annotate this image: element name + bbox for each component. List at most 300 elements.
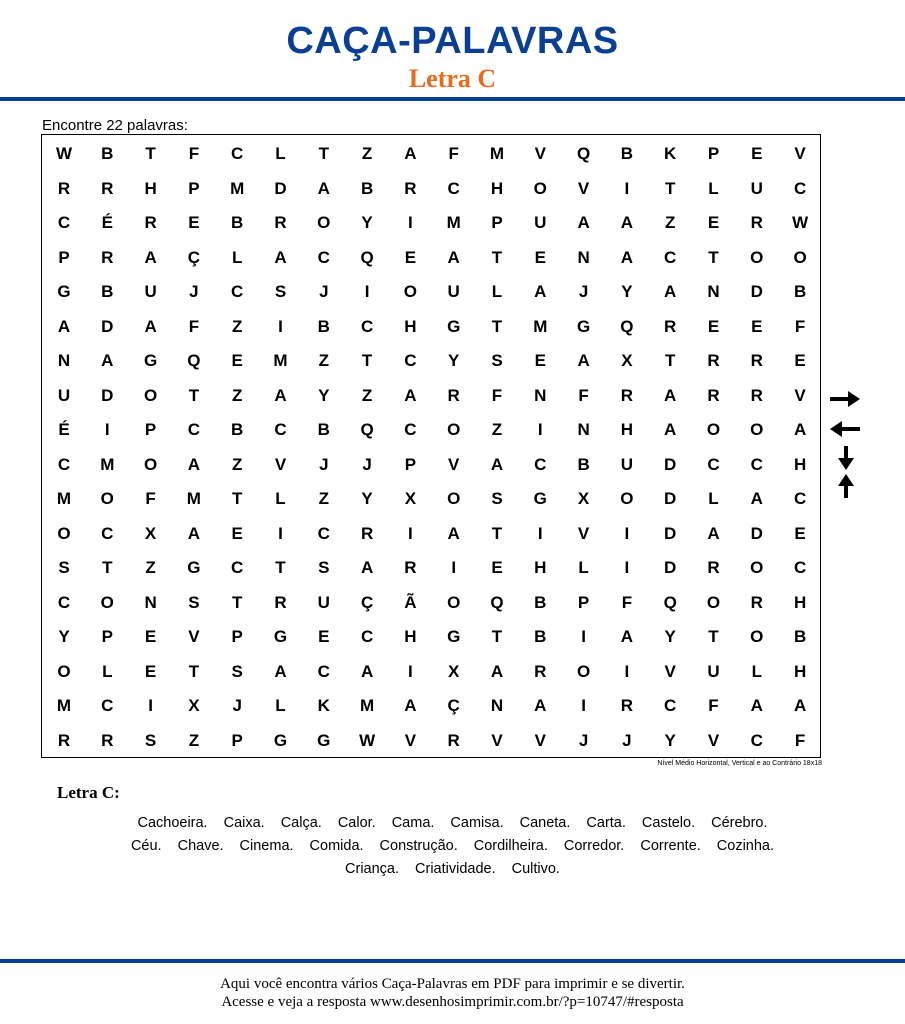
grid-cell: R [404,558,417,577]
grid-cell: N [577,247,590,267]
grid-cell: C [404,420,417,439]
word-list [40,812,865,881]
grid-cell: V [534,144,546,163]
word-list-line [40,835,865,858]
grid-cell: A [144,316,157,336]
word-item: Cinema. [239,838,294,854]
grid-cell: R [360,523,374,543]
grid-cell: M [489,144,505,163]
grid-cell: É [101,213,113,232]
grid-cell: V [448,454,460,474]
grid-cell: L [751,661,762,681]
grid-cell: U [447,282,460,301]
grid-cell: B [793,282,807,301]
grid-cell: S [58,558,70,577]
grid-cell: U [317,592,330,612]
grid-cell: X [404,489,417,508]
grid-cell: C [664,247,677,267]
grid-cell: M [273,351,288,370]
grid-cell: C [57,592,71,612]
grid-cell: F [491,385,503,405]
grid-cell: T [491,523,503,543]
direction-legend [826,388,866,503]
grid-cell: T [708,247,719,267]
grid-cell: O [57,661,71,681]
grid-cell: I [278,523,283,543]
grid-cell: C [317,523,330,543]
grid-cell: Y [621,282,633,301]
grid-cell: N [490,696,504,715]
grid-cell: A [490,454,504,474]
grid-cell: Z [231,316,243,336]
grid-cell: Y [448,351,460,370]
grid-cell: Q [187,351,201,370]
grid-cell: R [101,730,114,750]
word-item: Céu. [130,838,162,854]
grid-cell: Q [360,247,374,267]
bottom-divider [0,959,905,963]
grid-cell: B [231,213,244,232]
grid-cell: Y [361,213,373,232]
grid-cell: I [451,558,457,577]
grid-cell: E [751,144,763,163]
arrow-down-icon [838,446,854,470]
grid-cell: T [102,558,113,577]
grid-cell: A [360,558,374,577]
grid-cell: E [794,523,806,543]
grid-cell: X [621,351,633,370]
grid-cell: C [231,558,244,577]
grid-cell: V [188,627,200,646]
word-search-grid [41,134,821,758]
grid-cell: T [491,627,503,646]
grid-cell: V [577,178,590,198]
grid-cell: A [57,316,71,336]
grid-cell: A [360,661,374,681]
grid-cell: L [275,489,286,508]
grid-cell: F [621,592,633,612]
grid-cell: O [100,592,114,612]
grid-cell: L [231,247,243,267]
grid-cell: O [533,178,547,198]
grid-cell: Z [361,385,373,405]
grid-cell: C [404,351,417,370]
grid-cell: J [319,282,329,301]
grid-cell: V [491,730,503,750]
word-item: Caneta. [519,815,571,831]
grid-cell: R [447,385,460,405]
grid-cell: D [750,282,763,301]
grid-cell: V [404,730,417,750]
grid-cell: P [188,178,200,198]
grid-cell: A [101,351,114,370]
grid-cell: B [793,627,807,646]
grid-cell: B [231,420,244,439]
word-item: Cultivo. [511,861,560,877]
page-subtitle: Letra C [408,64,497,93]
level-note: Nível Médio Horizontal, Vertical e ao Contrário 18x18 [657,760,822,767]
grid-cell: V [794,385,806,405]
grid-cell: V [274,454,287,474]
grid-cell: B [317,420,330,439]
grid-cell: A [664,385,677,405]
grid-cell: X [144,523,157,543]
grid-cell: M [56,489,72,508]
grid-cell: X [577,489,590,508]
grid-cell: N [144,592,157,612]
grid-cell: A [534,696,547,715]
grid-cell: J [189,282,199,301]
word-item: Comida. [309,838,364,854]
grid-cell: A [793,420,807,439]
grid-cell: H [534,558,547,577]
grid-cell: L [275,696,286,715]
grid-cell: N [57,351,71,370]
grid-cell: X [448,661,460,681]
grid-cell: G [57,282,71,301]
grid-cell: I [364,282,370,301]
grid-cell: S [318,558,330,577]
grid-cell: I [624,661,630,681]
arrow-left-icon [830,421,860,437]
grid-cell: I [408,213,413,232]
grid-cell: O [100,489,114,508]
grid-cell: C [793,178,807,198]
grid-cell: G [447,316,461,336]
grid-cell: P [577,592,590,612]
grid-cell: A [404,696,417,715]
grid-cell: U [534,213,547,232]
grid-cell: V [577,523,590,543]
grid-cell: K [317,696,330,715]
grid-cell: Q [663,592,677,612]
word-item: Cérebro. [711,815,768,831]
grid-cell: N [707,282,720,301]
grid-cell: A [187,523,201,543]
grid-cell: O [750,247,764,267]
grid-cell: Y [58,627,70,646]
grid-cell: M [230,178,245,198]
grid-cell: Q [620,316,634,336]
grid-cell: E [318,627,330,646]
grid-cell: H [490,178,504,198]
grid-cell: P [231,730,243,750]
grid-cell: M [360,696,375,715]
grid-cell: R [707,558,720,577]
grid-cell: J [362,454,372,474]
grid-cell: T [491,247,503,267]
instruction-text: Encontre 22 palavras: [42,117,188,134]
grid-cell: N [534,385,547,405]
grid-cell: G [187,558,201,577]
word-list-line [40,812,865,835]
grid-cell: A [274,247,287,267]
grid-cell: R [101,247,114,267]
grid-cell: C [750,454,763,474]
grid-cell: G [273,627,288,646]
grid-cell: T [664,178,676,198]
grid-cell: A [707,523,720,543]
grid-cell: C [101,523,114,543]
grid-cell: É [58,420,70,439]
grid-cell: U [620,454,634,474]
grid-cell: C [101,696,114,715]
grid-cell: R [620,385,634,405]
word-item: Cozinha. [716,838,775,854]
grid-cell: O [447,592,461,612]
grid-cell: E [707,316,720,336]
grid-cell: L [708,489,719,508]
grid-cell: C [750,730,763,750]
grid-cell: P [231,627,243,646]
grid-cell: B [534,592,547,612]
grid-cell: A [577,213,590,232]
grid-cell: C [231,282,244,301]
grid-cell: D [274,178,287,198]
footer-line-1: Aqui você encontra vários Caça-Palavras em PDF para imprimir e se divertir. [220,976,685,992]
grid-cell: J [622,730,632,750]
grid-cell: I [581,627,586,646]
grid-cell: M [100,454,115,474]
word-list-line [40,858,865,881]
grid-cell: D [664,489,677,508]
grid-cell: H [404,316,417,336]
grid-cell: B [317,316,330,336]
grid-cell: A [577,351,590,370]
grid-cell: B [534,627,547,646]
grid-cell: L [491,282,503,301]
grid-cell: I [278,316,283,336]
word-item: Camisa. [450,815,504,831]
grid-cell: A [750,696,763,715]
grid-cell: M [533,316,548,336]
grid-cell: C [231,144,244,163]
grid-cell: C [707,454,720,474]
grid-cell: O [143,385,158,405]
grid-cell: Ç [447,696,460,715]
grid-cell: A [534,282,547,301]
grid-cell: E [144,627,157,646]
grid-cell: P [404,454,417,474]
grid-cell: P [707,144,720,163]
grid-cell: J [578,282,589,301]
grid-cell: P [58,247,70,267]
grid-cell: V [707,730,720,750]
grid-cell: C [317,247,330,267]
grid-cell: O [706,420,721,439]
grid-cell: I [624,178,630,198]
grid-cell: R [447,730,460,750]
grid-cell: Y [361,489,373,508]
grid-cell: A [620,247,634,267]
grid-cell: R [707,351,720,370]
grid-cell: F [794,316,806,336]
grid-cell: R [101,178,114,198]
grid-cell: O [750,558,764,577]
grid-cell: T [231,489,243,508]
grid-cell: K [664,144,677,163]
grid-cell: D [664,454,677,474]
grid-cell: E [188,213,200,232]
grid-cell: O [706,592,721,612]
grid-cell: O [143,454,158,474]
grid-cell: F [708,696,719,715]
grid-cell: T [664,351,676,370]
grid-cell: O [317,213,331,232]
grid-cell: T [188,661,200,681]
grid-cell: H [793,661,807,681]
grid-cell: R [274,592,287,612]
grid-cell: E [491,558,503,577]
grid-cell: E [404,247,417,267]
grid-cell: L [102,661,113,681]
word-item: Corredor. [563,838,625,854]
word-item: Cachoeira. [137,815,208,831]
grid-cell: R [274,213,287,232]
word-item: Criatividade. [415,861,496,877]
grid-cell: G [533,489,547,508]
grid-cell: C [317,661,330,681]
grid-cell: Q [360,420,374,439]
grid-cell: S [231,661,243,681]
grid-cell: S [188,592,200,612]
grid-cell: P [144,420,157,439]
grid-cell: C [187,420,201,439]
top-divider [0,97,905,101]
grid-cell: C [57,213,71,232]
page-title: CAÇA-PALAVRAS [286,20,619,62]
grid-cell: C [447,178,460,198]
grid-cell: O [750,627,764,646]
grid-cell: R [57,178,71,198]
grid-cell: I [104,420,110,439]
grid-cell: E [231,351,243,370]
grid-cell: Q [576,144,591,163]
grid-cell: A [274,661,287,681]
grid-cell: Z [361,144,373,163]
grid-cell: W [55,144,73,163]
grid-cell: B [577,454,590,474]
grid-cell: U [57,385,71,405]
word-item: Corrente. [640,838,701,854]
grid-cell: G [576,316,591,336]
grid-cell: Y [664,730,676,750]
arrow-right-icon [830,391,860,407]
grid-cell: D [101,385,114,405]
grid-cell: D [750,523,763,543]
grid-cell: R [750,351,763,370]
grid-cell: Z [231,454,243,474]
grid-cell: A [664,420,677,439]
grid-cell: G [143,351,158,370]
grid-cell: J [578,730,589,750]
grid-cell: C [360,316,374,336]
grid-cell: I [537,420,543,439]
grid-cell: N [577,420,590,439]
grid-cell: C [57,454,71,474]
grid-cell: Z [491,420,503,439]
footer-line-2: Acesse e veja a resposta www.desenhosimprimir.com.br/?p=10747/#resposta [221,994,684,1010]
grid-cell: F [188,316,200,336]
grid-cell: M [56,696,72,715]
grid-cell: S [491,489,503,508]
grid-cell: X [188,696,200,715]
grid-cell: Ã [404,592,417,612]
grid-cell: M [446,213,461,232]
grid-cell: A [620,213,634,232]
word-item: Construção. [379,838,458,854]
grid-cell: H [793,454,807,474]
grid-cell: C [534,454,547,474]
grid-cell: R [404,178,417,198]
grid-cell: A [187,454,201,474]
grid-cell: I [408,523,413,543]
grid-cell: R [144,213,157,232]
grid-cell: T [708,627,719,646]
grid-cell: C [793,489,807,508]
grid-cell: R [750,385,763,405]
grid-cell: P [491,213,503,232]
grid-cell: R [57,730,71,750]
grid-cell: Y [664,627,676,646]
grid-cell: Z [318,489,329,508]
grid-cell: T [318,144,329,163]
grid-cell: E [231,523,243,543]
grid-cell: Z [145,558,156,577]
grid-cell: G [273,730,288,750]
grid-cell: H [793,592,807,612]
grid-cell: O [793,247,807,267]
grid-cell: B [620,144,634,163]
grid-cell: S [274,282,287,301]
grid-cell: F [448,144,459,163]
grid-cell: Z [188,730,200,750]
grid-cell: B [101,144,114,163]
grid-cell: Z [664,213,676,232]
word-list-title: Letra C: [57,783,120,802]
grid-cell: O [447,489,461,508]
grid-cell: R [750,592,763,612]
grid-cell: B [360,178,374,198]
grid-cell: A [664,282,677,301]
grid-cell: T [231,592,243,612]
grid-cell: T [361,351,373,370]
grid-cell: T [491,316,503,336]
grid-cell: F [145,489,156,508]
grid-cell: A [490,661,504,681]
grid-cell: E [534,351,546,370]
grid-cell: Q [490,592,504,612]
grid-cell: H [144,178,157,198]
grid-cell: C [793,558,807,577]
grid-cell: A [447,523,460,543]
grid-cell: I [624,558,630,577]
grid-cell: R [750,213,763,232]
grid-cell: H [620,420,634,439]
grid-cell: F [188,144,200,163]
grid-cell: S [491,351,503,370]
grid-cell: C [664,696,677,715]
word-item: Calor. [337,815,376,831]
grid-cell: A [404,144,417,163]
grid-cell: L [275,144,286,163]
grid-cell: I [624,523,630,543]
grid-cell: E [794,351,806,370]
grid-cell: J [319,454,329,474]
grid-cell: Z [231,385,243,405]
grid-cell: T [145,144,156,163]
word-item: Calça. [280,815,322,831]
